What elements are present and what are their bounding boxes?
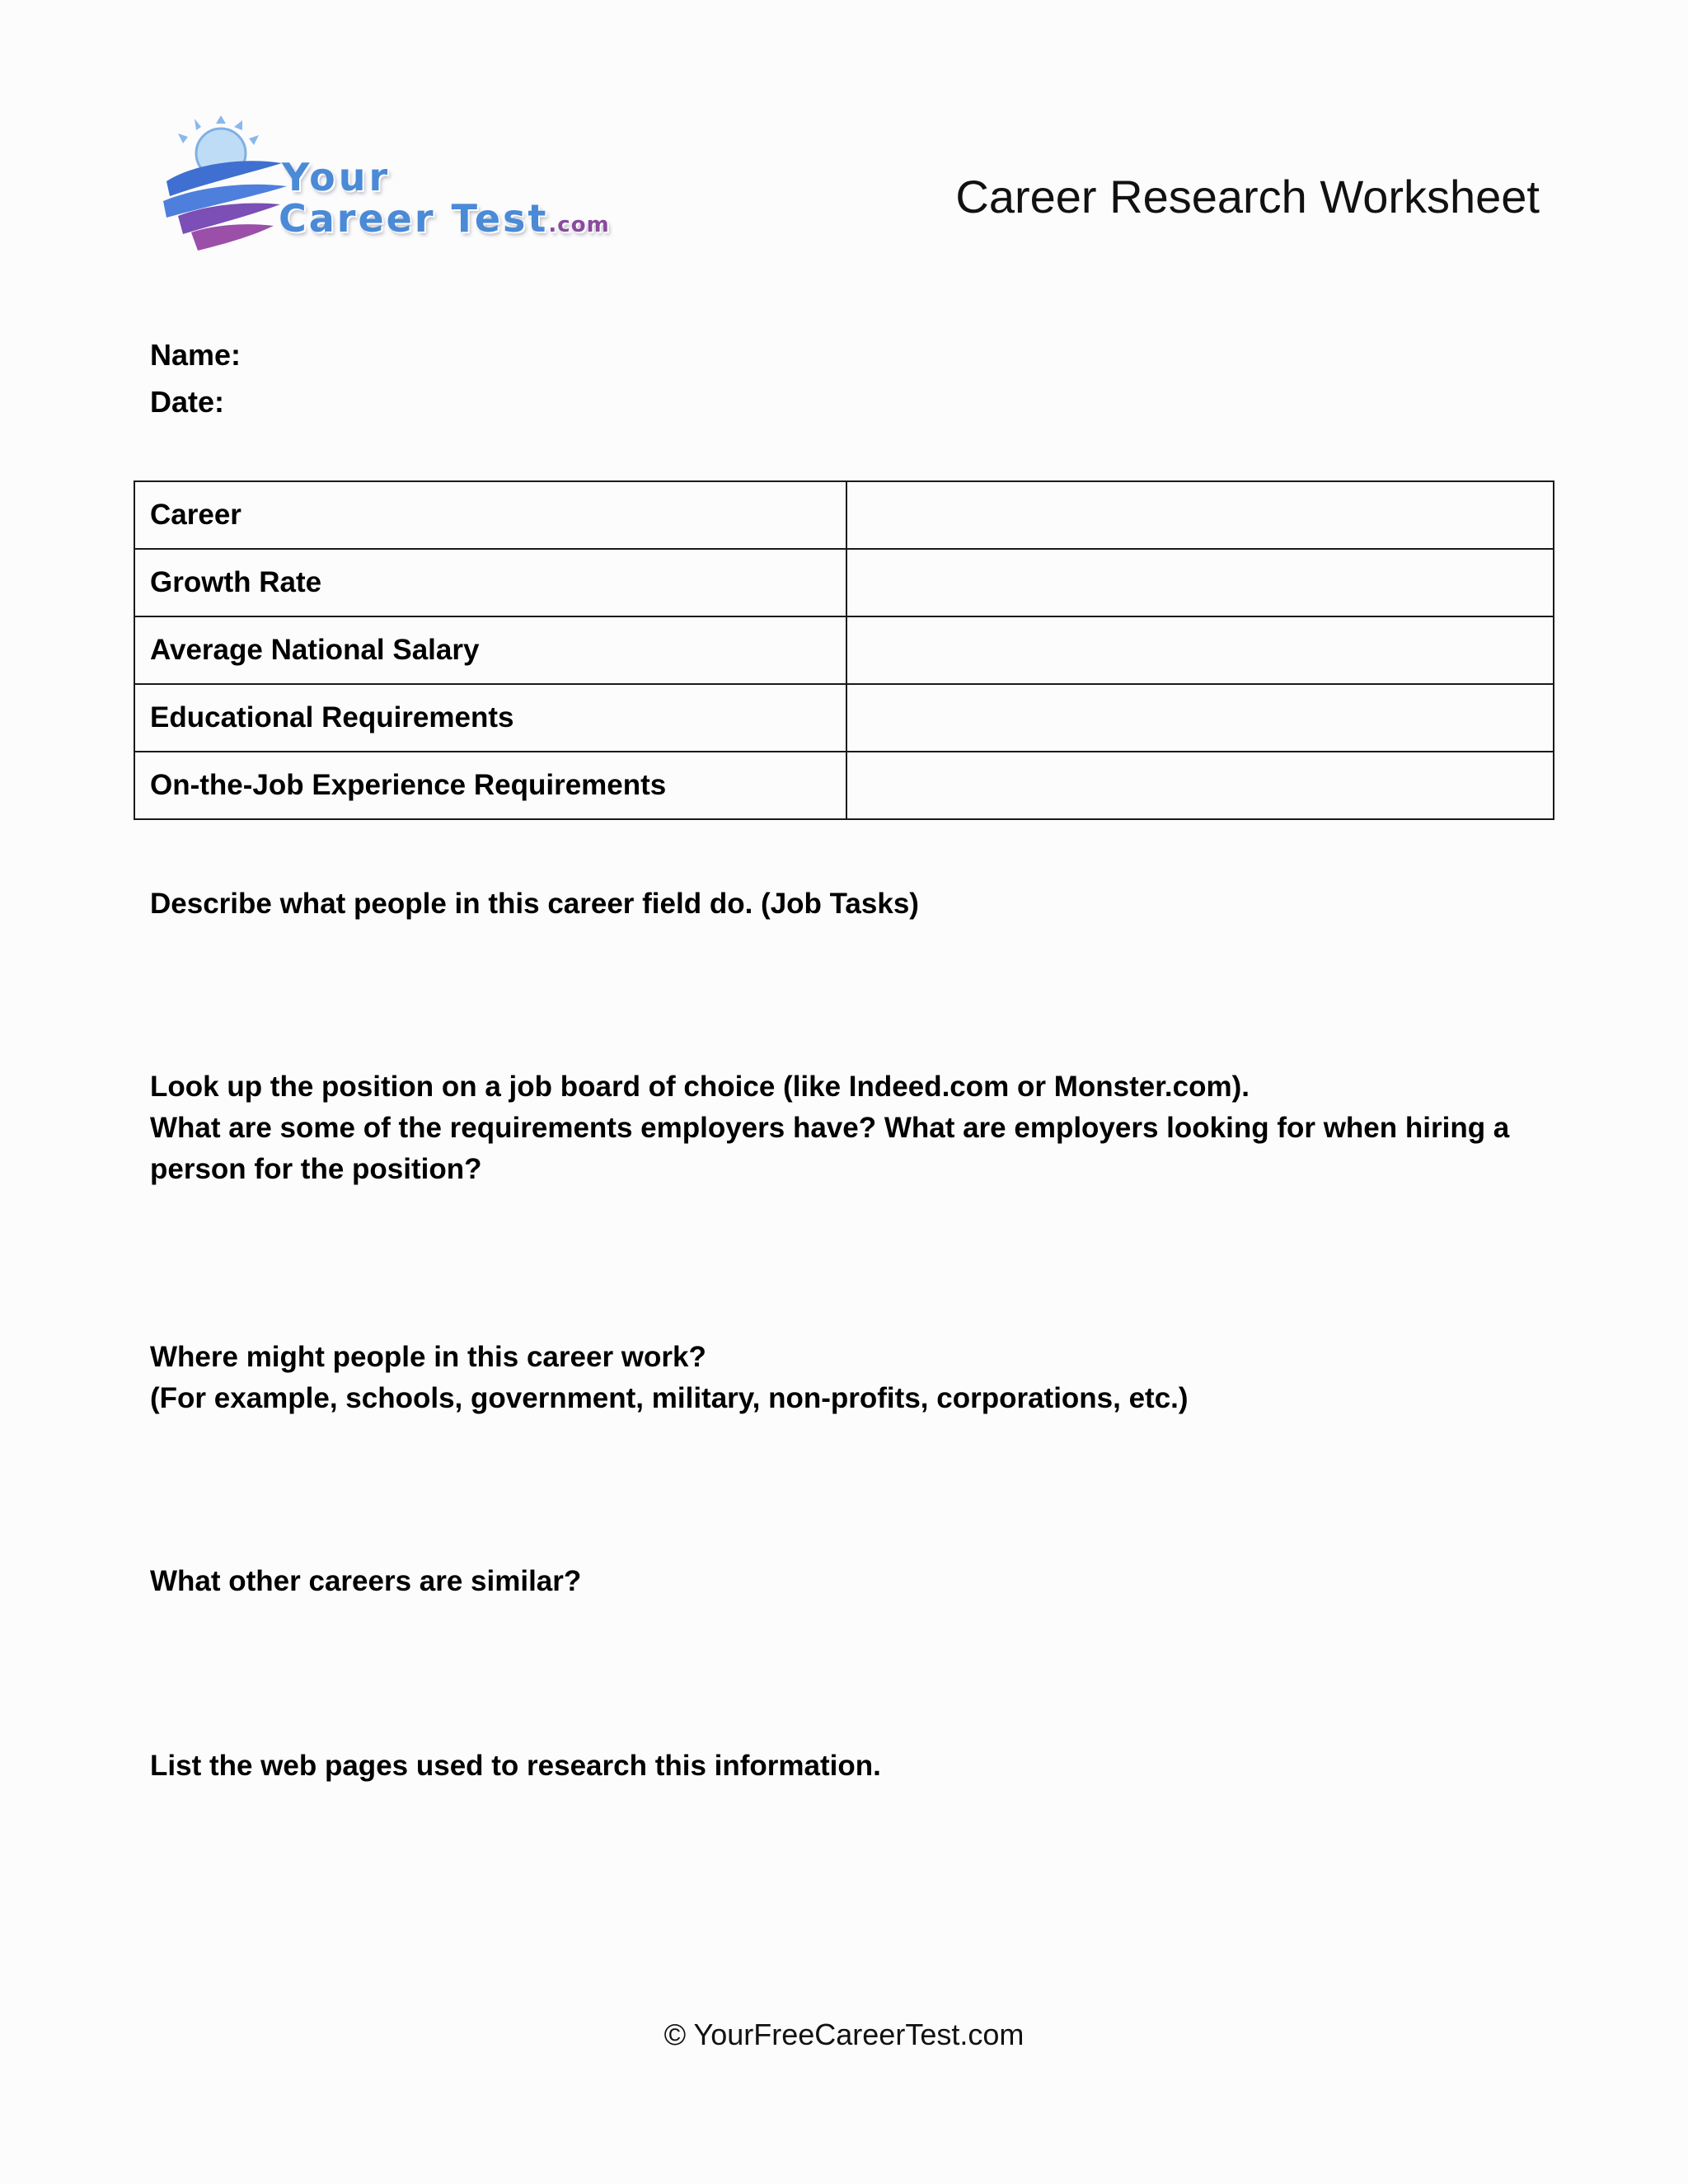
table-row	[134, 684, 1554, 752]
footer-copyright: © YourFreeCareerTest.com	[663, 2018, 1025, 2051]
prompt-sources-text: List the web pages used to research this information.	[150, 1750, 881, 1782]
prompt-job-board-line2: What are some of the requirements employers have? What are employers looking for when hiring a	[150, 1112, 1510, 1144]
table-row	[134, 752, 1554, 819]
prompt-job-tasks	[150, 883, 1568, 925]
career-info-table	[134, 480, 1554, 820]
logo-text-career-test	[279, 196, 610, 241]
prompt-workplace-line1: Where might people in this career work?	[150, 1341, 706, 1373]
your-career-test-logo	[158, 115, 620, 260]
row-label-educational-requirements: Educational Requirements	[134, 684, 846, 752]
table-row	[134, 481, 1554, 549]
prompt-workplace	[150, 1337, 1568, 1419]
row-label-growth-rate: Growth Rate	[134, 549, 846, 616]
prompt-similar-careers	[150, 1561, 1568, 1602]
page-title: Career Research Worksheet	[955, 171, 1540, 223]
row-value-educational-requirements[interactable]	[846, 684, 1554, 752]
logo-text-dotcom: .com	[548, 213, 610, 237]
prompt-sources	[150, 1746, 1568, 1787]
table-row	[134, 616, 1554, 684]
prompt-job-board-line1: Look up the position on a job board of choice (like Indeed.com or Monster.com).	[150, 1071, 1250, 1103]
row-label-career: Career	[134, 481, 846, 549]
prompt-workplace-line2: (For example, schools, government, military, non-profits, corporations, etc.)	[150, 1382, 1189, 1414]
row-value-average-salary[interactable]	[846, 616, 1554, 684]
logo-text-your: Your	[282, 155, 392, 199]
name-label: Name:	[150, 338, 241, 372]
logo-text-career: Career Test	[279, 196, 549, 241]
prompt-job-board-line3: person for the position?	[150, 1153, 482, 1185]
row-value-experience-requirements[interactable]	[846, 752, 1554, 819]
row-value-career[interactable]	[846, 481, 1554, 549]
prompt-job-tasks-text: Describe what people in this career field do. (Job Tasks)	[150, 888, 919, 920]
row-label-average-salary: Average National Salary	[134, 616, 846, 684]
row-value-growth-rate[interactable]	[846, 549, 1554, 616]
table-row	[134, 549, 1554, 616]
logo-swirl-icon	[158, 115, 290, 260]
prompt-job-board	[150, 1066, 1568, 1190]
date-label: Date:	[150, 385, 225, 419]
prompt-similar-careers-text: What other careers are similar?	[150, 1565, 582, 1597]
row-label-experience-requirements: On-the-Job Experience Requirements	[134, 752, 846, 819]
